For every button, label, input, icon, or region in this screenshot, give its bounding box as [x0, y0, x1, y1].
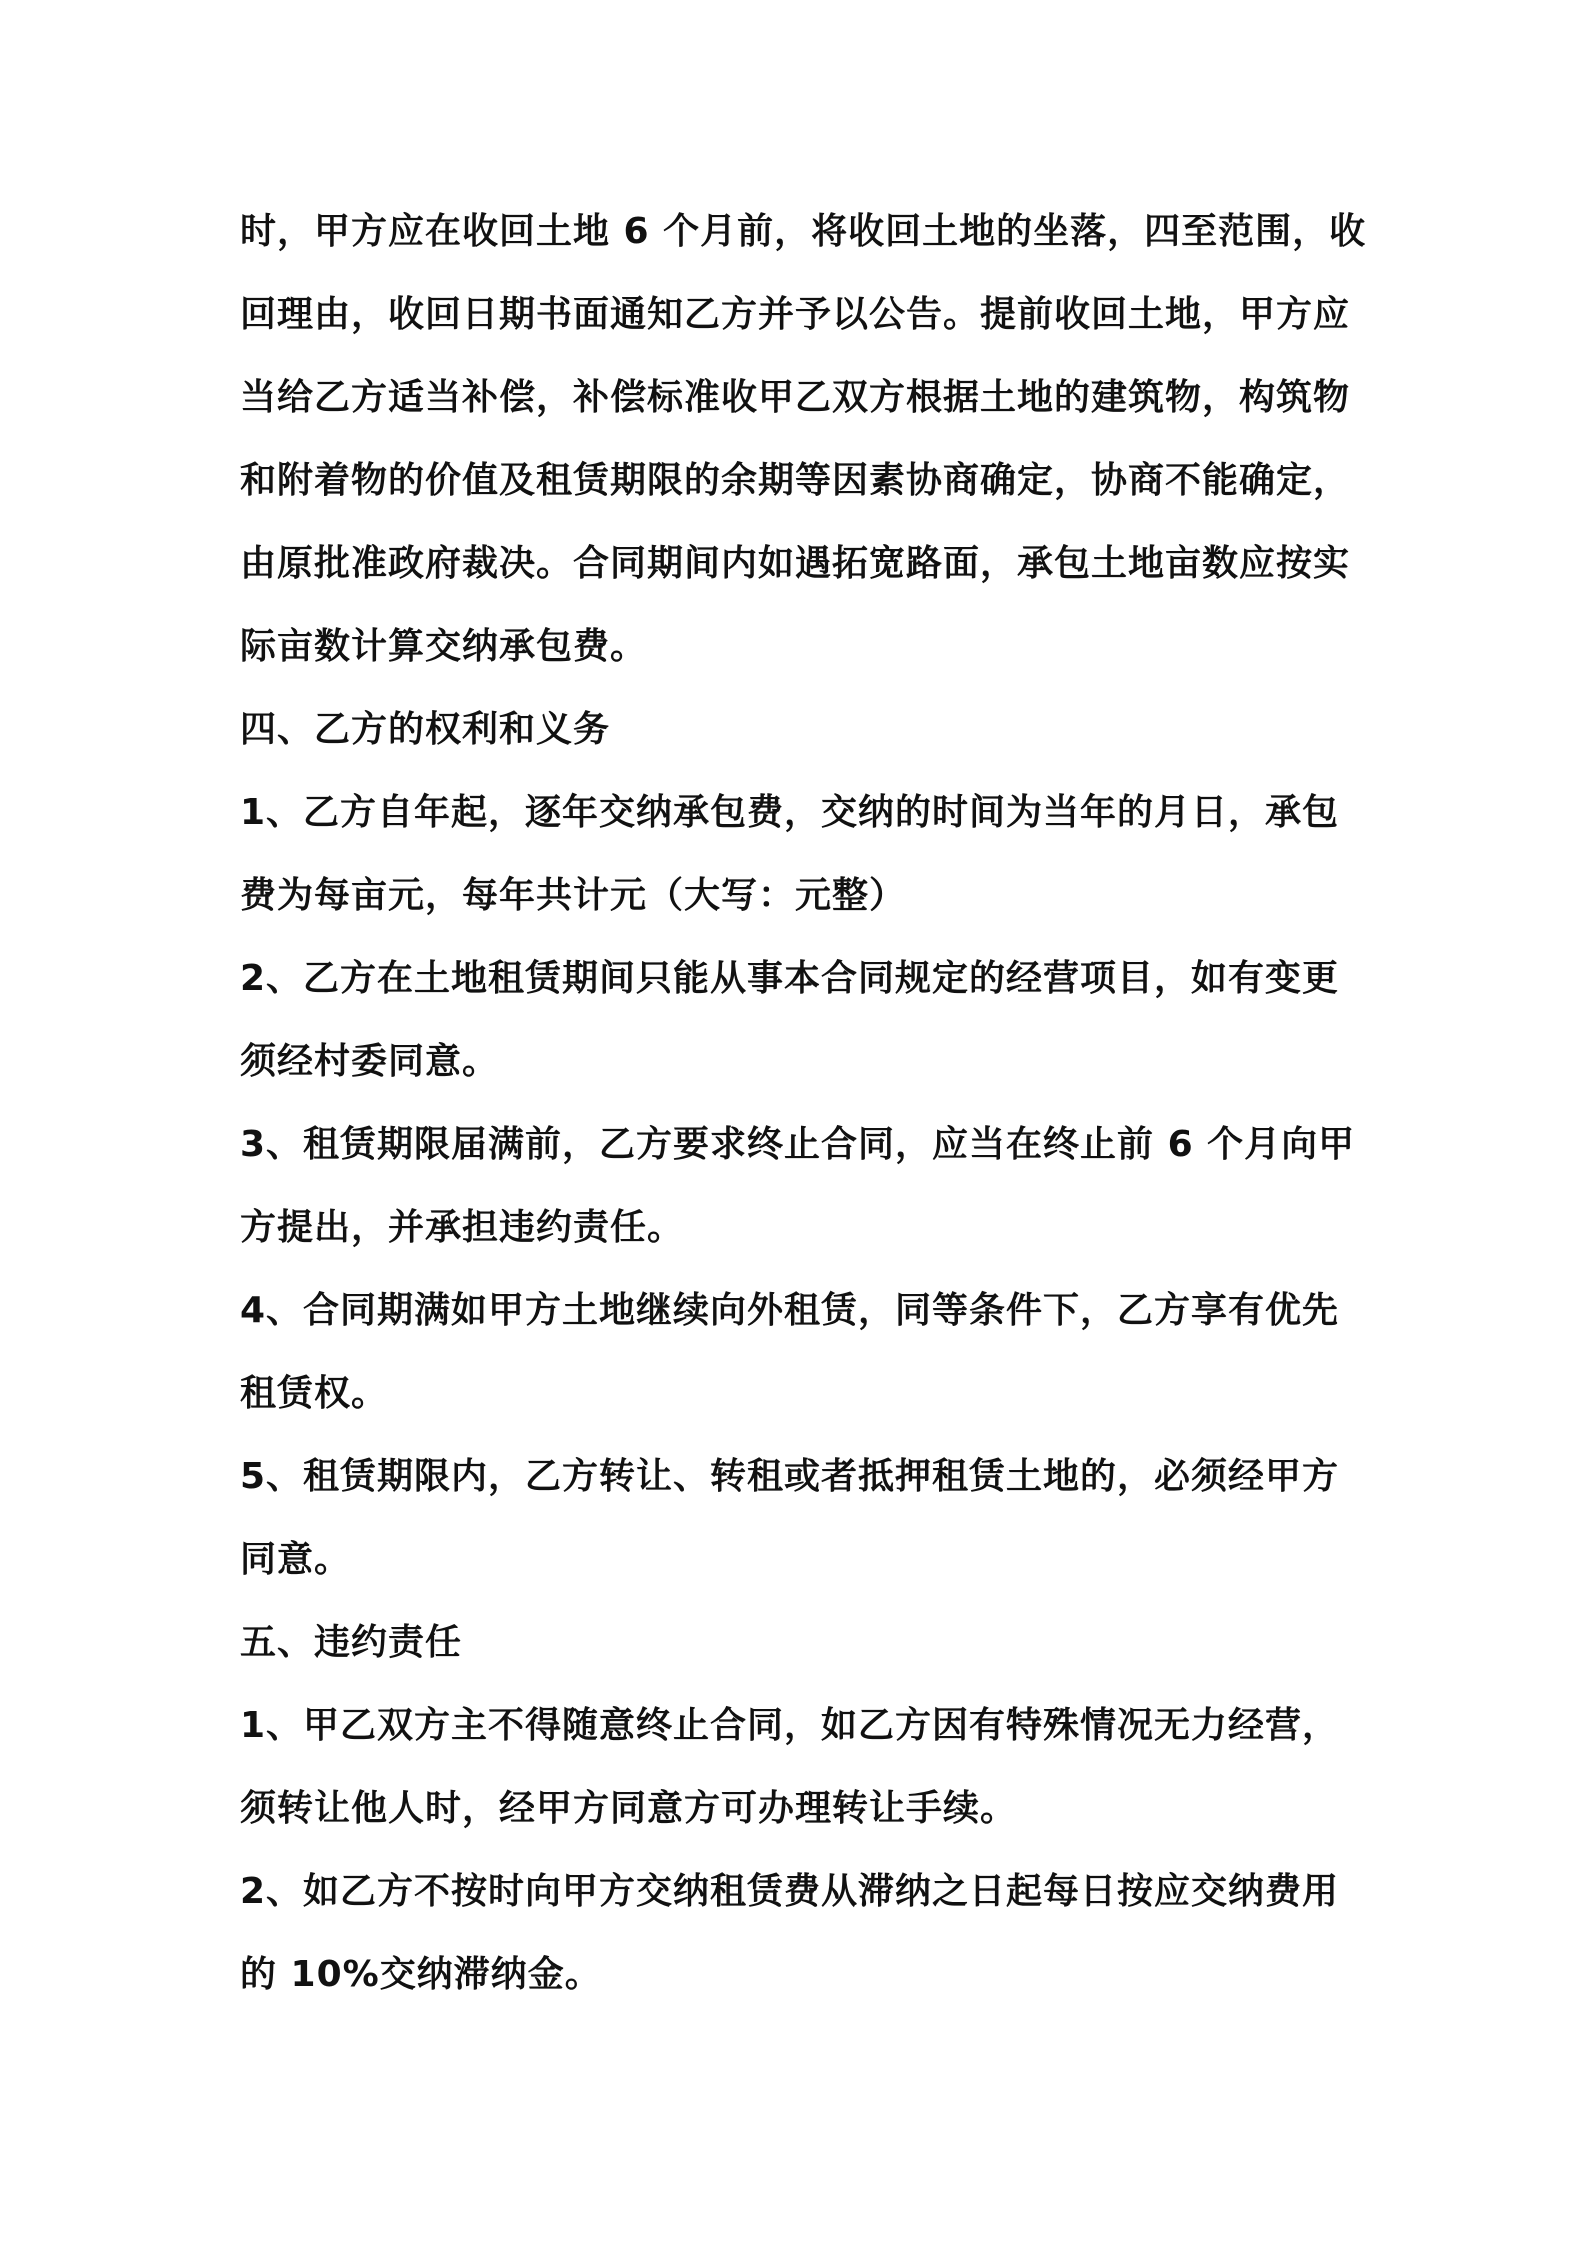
text-line: 方提出，并承担违约责任。 [240, 1207, 685, 1248]
text-line: 须经村委同意。 [240, 1041, 500, 1082]
section-heading: 五、违约责任 [240, 1622, 463, 1663]
text-line: 2、如乙方不按时向甲方交纳租赁费从滞纳之日起每日按应交纳费用 [240, 1871, 1340, 1912]
text-line: 回理由，收回日期书面通知乙方并予以公告。提前收回土地，甲方应 [240, 294, 1351, 335]
text-line: 费为每亩元，每年共计元（大写：元整） [240, 875, 907, 916]
text-line: 4、合同期满如甲方土地继续向外租赁，同等条件下，乙方享有优先 [240, 1290, 1340, 1331]
text-line: 和附着物的价值及租赁期限的余期等因素协商确定，协商不能确定， [240, 460, 1351, 501]
text-line: 的 10%交纳滞纳金。 [240, 1954, 602, 1995]
text-line: 1、甲乙双方主不得随意终止合同，如乙方因有特殊情况无力经营， [240, 1705, 1340, 1746]
text-line: 须转让他人时，经甲方同意方可办理转让手续。 [240, 1788, 1018, 1829]
text-line: 租赁权。 [240, 1373, 389, 1414]
document-body [240, 202, 1367, 2028]
text-line: 由原批准政府裁决。合同期间内如遇拓宽路面，承包土地亩数应按实 [240, 543, 1351, 584]
text-line: 1、乙方自年起，逐年交纳承包费，交纳的时间为当年的月日，承包 [240, 792, 1340, 833]
text-line: 2、乙方在土地租赁期间只能从事本合同规定的经营项目，如有变更 [240, 958, 1340, 999]
text-line: 际亩数计算交纳承包费。 [240, 626, 648, 667]
text-line: 同意。 [240, 1539, 352, 1580]
section-heading: 四、乙方的权利和义务 [240, 709, 611, 750]
text-line: 当给乙方适当补偿，补偿标准收甲乙双方根据土地的建筑物，构筑物 [240, 377, 1351, 418]
text-line: 3、租赁期限届满前，乙方要求终止合同，应当在终止前 6 个月向甲 [240, 1124, 1356, 1165]
text-line: 时，甲方应在收回土地 6 个月前，将收回土地的坐落，四至范围，收 [240, 211, 1367, 252]
text-line: 5、租赁期限内，乙方转让、转租或者抵押租赁土地的，必须经甲方 [240, 1456, 1340, 1497]
